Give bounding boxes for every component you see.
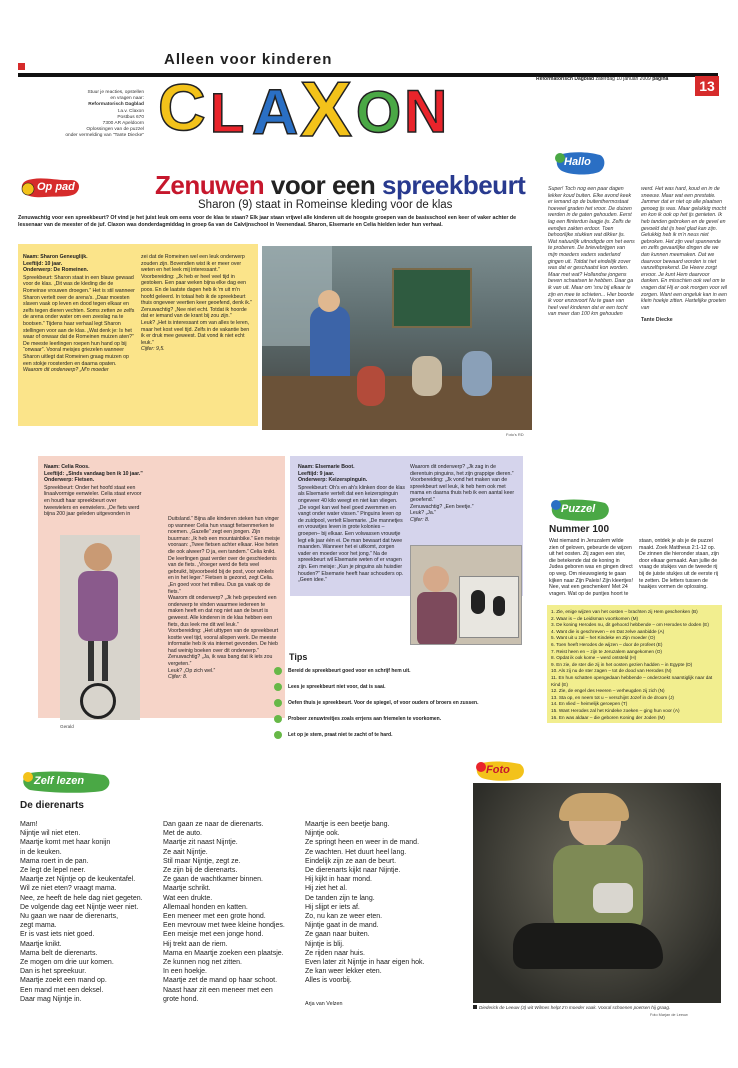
tip-item: Let op je stem, praat niet te zacht of te hard.: [274, 727, 531, 743]
cloth-shape: [593, 883, 633, 913]
story-col-1: Mam! Nijntje wil niet eten. Maartje komt met haar konijn in de keuken. Mama roert in de pan. Ze legt de lepel neer. Maartje zet Nijntje op de keukentafel. Wil ze niet eten? vraagt mama. Nee, ze heeft de hele dag niet gegeten. De volgende dag eet Nijntje weer niet. Nu gaan we naar de dierenarts, zegt mama. Er is vast iets niet goed. Maartje knikt. Mama belt de dierenarts. Ze mogen om drie uur komen. Dan is het spreekuur. Maartje zoekt een mand op. Een mand met een deksel. Daar mag Nijntje in.: [20, 821, 143, 1003]
zelf-lezen-badge: Zelf lezen: [20, 770, 112, 794]
tip-item: Probeer zenuwtreitjes zoals errjens aan friemelen te voorkomen.: [274, 711, 531, 727]
tips-title: Tips: [289, 652, 308, 662]
foto-caption: Diederick de Leeuw (3) wit Wilmes helpt z'n moeder vaak. Vooral schoenen poetsen hij graag.: [473, 1005, 723, 1010]
story-author: Arja van Velzen: [305, 1000, 343, 1007]
tips-list: [274, 663, 531, 743]
tip-item: Oefen thuis je spreekbeurt. Voor de spiegel, of voor ouders of broers en zussen.: [274, 695, 531, 711]
bullet-icon: [274, 731, 282, 739]
celia-col-2: Duitsland.” Bijna alle kinderen steken hun vinger op wanneer Celia hun vraagt fietsenmerken te noemen. „Gazelle” zegt een jongen. Zijn buurman: „Ik heb een mountainbike.” Een meisje vooraan: „Twee fietsen achter elkaar. Hoe heten die ook alweer? O ja, een tandem.” Celia knikt. De leerlingen gaat verder over de geschiedenis van de fiets. „Vroeger werd de fiets veel gebruikt, bijvoorbeeld bij de post, voor winkels en in het leger.” Fietsen is gezond, zegt Celia. „En goed voor het milieu. Dus ga vaak op de fiets.” Waarom dit onderwerp? „Jk heb gepeuterd een onderwerp te vinden waarmee iedereen te maken heeft en dat nog niet aan de beurt is geweest. Alle kinderen in de klas hebben een fiets, dus leek me dit wel leuk.” Voorbereiding: „Het uittypen van de spreekbeurt kostte veel tijd, vooral allopen werk. De meeste informatie heb ik via internet gevonden. De hieb had weinig boeken over dit onderwerp.” Zenuwachtig? „Ja, ik was bang dat ik iets zou vergeten.” Leuk? „Op zich wel.” Cijfer: 8.: [168, 516, 280, 681]
photo-credit: Foto's RD: [506, 432, 524, 437]
svg-text:A: A: [252, 76, 299, 140]
svg-text:C: C: [158, 70, 206, 140]
article-title: Zenuwen voor een spreekbeurt: [155, 170, 526, 200]
issue-date: zaterdag 10 januari 2009: [595, 76, 651, 82]
poster-shape: [459, 576, 519, 638]
article-subtitle: Sharon (9) staat in Romeinse kleding voor de klas: [198, 199, 453, 211]
tip-item: Bereid de spreekbeurt goed voor en schrijf hem uit.: [274, 663, 531, 679]
foto-badge: Foto: [474, 760, 526, 782]
header-tagline: Alleen voor kinderen: [164, 51, 333, 68]
caption-square-icon: [473, 1005, 477, 1009]
elsemarie-col-1: Naam: Elsemarie Boot. Leeftijd: 9 jaar. Onderwerp: Keizerspinguin. Spreekbeurt: Oh's en ah's klinken door de klas als Elsemarie vertelt dat een keizerspinguin ongeveer 40 kilo weegt en niet kan vliegen. „De vogel kan wel heel goed zwemmen en vangt onder water vissen.” Pinguins leven op de zuidpool, vertelt Elsemarie. „De mannetjes en vrouwtjes leven in grote kolonies –groepen– bij elkaar. Een volwassen vrouwtje legt elk jaar één ei. De man bewaart dat twee maanden. Wanneer het ei uitkomt, zorgen vader en moeder voor het jong.” Na de spreekbeurt wil Elsemarie weten of er vragen zijn. Een meisje: „Kun je pinguins als huisdier houden?” Elsemarie heeft haar schouders op. „Geen idee.”: [298, 464, 405, 584]
op-pad-badge: Op pad: [19, 177, 81, 199]
puzzel-badge: Puzzel: [549, 498, 611, 522]
page-label: pagina: [652, 76, 669, 82]
foto-photo: [473, 783, 721, 1003]
puzzle-list: 1. Zie, enige wijzen van het oosten – brachten zij Hem geschenken (B) 2. Waar is – de Leidsman voortkomen (M) 3. De koning Herodes nu, dit gehoord hebbende – om Herodes te doden (E) 4. Want die is geschreven – en Dat zelve aanbidde (A) 5. Want uit u zal – het Kindeke en Zijn moeder (O) 6. Toen heeft Herodes de wijzen – door de profeet (E) 7. Reist heen en – zijn te Jeruzalem aangekomen (O) 8. Opdat ik ook kome – werd ontsteld (H) 9. En zie, de ster die zij in het oosten gezien hadden – in Egypte (D) 10. Als zij nu de ster zagen – tot de dood van Herodes (N) 11. En hun schatten opengedaan hebbende – onderzoekt naarstiglijk naar dat Kind (E) 12. Zie, de engel des Heeren – verheugden zij zich (N) 13. Sta op, en neem tot u – verschijnt Jozef in de droom (J) 14. En vlied – heimelijk geroepen (T) 15. Want Herodes zal het Kindeke zoeken – ging hun voor (A) 16. En was aldaar – die geboren Koning der Joden (M): [547, 605, 722, 723]
hallo-signature: Tante Diecke: [641, 317, 673, 324]
sharon-col-1: Naam: Sharon Geneuglijk. Leeftijd: 10 jaar. Onderwerp: De Romeinen. Spreekbeurt: Sharon staat in een blauw gewaad voor de klas. „Dit was de kleding die de Romeinse vrouwen droegen.” Het is stil wanneer Sharon vertelt over de arena's. „Daar moesten slaven vaak op leven en dood tegen elkaar en zelfs tegen dieren vechten. Soms zetten ze zelfs de arena onder water om een zeeslag na te bootsen.” Tijdens haar verhaal legt Sharon stellingen voor aan de klas. „Wat denk je: Is het waar of onwaar dat de Romeinen muizen aten?” De meeste leerlingen roepen hun hand op bij “onwaar”. Vooral meisjes griezelen wanneer Sharon uitlegt dat Romeinen graag muizen op een stokje roosterden en daarna opaten. Waarom dit onderwerp? „M'n moeder: [23, 254, 135, 374]
foto-credit: Foto Marjan de Leeuw: [650, 1013, 688, 1017]
sharon-col-2: zei dat de Romeinen wel een leuk onderwerp zouden zijn. Bovendien wist ik er meer over weten en het leek mij interessant.” Voorbereiding: „Jk heb er heel veel tijd in gestoken. Een paar weken bijna elke dag een poos. En de laatste dagen heb ik 'm uit m'n hoofd geleerd. In totaal heb ik de spreekbeurt thuis ongeveer veertien keer geoefend, denk ik.” Zenuwachtig? „Nee niet echt. Totdat ik hoorde dat er iemand van de krant bij zou zijn.” Leuk? „Het is interessant om van alles te leren, maar het kost veel tijd. Zelfs in de vakantie ben ik er druk mee geweest. Dat vond ik niet echt leuk.” Cijfer: 9,5.: [141, 254, 253, 353]
header-red-square: [18, 63, 25, 70]
celia-photo: [60, 535, 140, 720]
celia-photo-credit: Gerald: [60, 724, 74, 729]
svg-text:X: X: [300, 65, 353, 140]
svg-text:N: N: [404, 78, 448, 140]
celia-col-1: Naam: Celia Roos. Leeftijd: „Sinds vandaag ben ik 10 jaar.” Onderwerp: Fietsen. Spreekbeurt: Onder het hoofd staat een linaalvormige eenwieler. Celia staat ervoor en houdt haar spreekbeurt over tweewielers en eenwielers. „De fiets werd bijna 200 jaar geleden uitgevonden in: [44, 464, 143, 518]
story-title: De dierenarts: [20, 800, 84, 811]
classroom-photo: [262, 246, 532, 430]
bullet-icon: [274, 683, 282, 691]
story-col-2: Dan gaan ze naar de dierenarts. Met de auto. Maartje zit naast Nijntje. Ze aait Nijntje. Stil maar Nijntje, zegt ze. Ze zijn bij de dierenarts. Ze gaan de wachtkamer binnen. Maartje schrikt. Wat een drukte. Allemaal honden en katten. Een meneer met een grote hond. Een mevrouw met twee kleine hondjes. Een meisje met een jonge hond. Hij trekt aan de riem. Mama en Maartje zoeken een plaatsje. Ze kunnen nog net zitten. In een hoekje. Maartje zet de mand op haar schoot. Naast haar zit een meneer met een grote hond.: [163, 821, 285, 1003]
newspaper-name: Reformatorisch Dagblad: [536, 76, 595, 82]
blackboard-shape: [392, 268, 472, 328]
svg-text:L: L: [210, 81, 245, 140]
bullet-icon: [274, 667, 282, 675]
elsemarie-photo: [410, 545, 522, 645]
shoe-shape: [513, 923, 663, 969]
article-intro: Zenuwachtig voor een spreekbeurt? Of vind je het juist leuk om eens voor de klas te staan? Elk jaar staan vrijwel alle kinderen uit de hoogste groepen van de basisschool een keer of vaker achter de lessenaar van de meester of de juf. Claxon was donderdagmiddag in groep 6a van de Calvijnschool in Veenendaal. Sharon, Elsemarie en Celia hielden ieder hun verhaal.: [18, 215, 517, 228]
elsemarie-col-2: Waarom dit onderwerp? „Jk zag in de dierentuin pinguins, het zijn grappige dieren.” Voorbereiding: „Jk vond het maken van de spreekbeurt wel leuk, ik heb hem ook met mama en daarna thuis heb ik een aantal keer geoefend.” Zenuwachtig? „Een beetje.” Leuk? „Ja.” Cijfer: 8.: [410, 464, 515, 523]
hallo-text: Super! Toch nog een paar dagen lekker koud buiten. Elke avond keek er iemand op de buitenthermostaat hoeveel graden het vroor. De duizen werden in de gaten gehouden. Eerst lag een flinterdun laagje ijs. Zelfs de eendjes zakten erdoor. Toen behoorlijke stukken wat dikker ijs. Wat natuurlijk uitnodigde om het eens te proberen. De brievebrijgen van mijn moeders vaders vaderland gingen uit. Totdat het eindelijk zover was dat er geschaatst kon worden. Maar met wat? Hollandse jongens beven schaatsen te hebben. Daar ga ik van uit. Maar om 'snu bij elkaar te zijn en mee te schieten... Hier boorde ik voor enzovoort Nu te gaan van heel veel kinderen dat er een tocht van meer dan 100 km gehouden werd. Het was hard, koud en in de sneeuw. Maar wat een prestatie. Jammer dat er niet op alle plaatsen genoeg ijs was. Maar gelukkig mocht en kon ik ook op het ijs genieten. Ik heb tanden gebroken en de gevel en gevoeld dat ijs heel glad kan zijn. Gelukkig heb ik m'n neus niet gebroken. Het zijn veel spannende en zelfs gevaarlijke dingen die we dan kunnen meemaken. Dat we daarvoor bewaard worden is niet vanzelfsprekend. De Heere zorgt ervoor. Je kunt Hem daarvoor danken. En misschien ook wel om te vragen dat Hij er ook morgen voor wil zorgen. Want een ongeluk kan in een klein hoekje zitten. Hartelijke groeten van Tante Diecke: [548, 186, 727, 324]
hallo-badge: Hallo: [554, 150, 606, 176]
svg-text:O: O: [356, 80, 402, 140]
story-col-3: Maartje is een beetje bang. Nijntje ook. Ze springt heen en weer in de mand. Ze wachten. Het duurt heel lang. Eindelijk zijn ze aan de beurt. De dierenarts kijkt naar Nijntje. Hij kijkt in haar mond. Hij ziet het al. De tanden zijn te lang. Hij slijpt er iets af. Zo, nu kan ze weer eten. Nijntje gaat in de mand. Ze gaan naar buiten. Nijntje is blij. Ze rijden naar huis. Even later zit Nijntje in haar eigen hok. Ze kan weer lekker eten. Alles is voorbij. Arja van Velzen: [305, 820, 465, 1009]
sharon-box: [18, 244, 258, 426]
tip-item: Lees je spreekbeurt niet voor, dat is saai.: [274, 679, 531, 695]
bullet-icon: [274, 715, 282, 723]
puzzle-intro: Wat niemand in Jeruzalem wilde zien of geloven, gebeurde de wijzen uit het oosten. Zij zagen een ster, die betekende dat de koning in Judea geboren was en gingen direct op weg. Om nieuwsgierig te gaan kijken naar Zijn Paleis! Zijn kleertjes! Nee, wat een geschenken! Met 24 vragen. Wat op de puntjes hoort te staan, ontdek je als je de puzzel maakt. Zoek Mattheus 2:1-12 op. De zinnen die hieronder staan, zijn door elkaar gemaakt. Aan jullie de vraag de stukjes van de tweede rij bij de juiste stukjes uit de eerste rij te zetten. De letters tussen de haakjes vormen de oplossing.: [549, 538, 719, 597]
header-dateline: [536, 76, 668, 83]
claxon-logo: [152, 62, 472, 140]
address-block: Stuur je reacties, opstellen en vragen naar: Reformatorisch Dagblad t.a.v. Claxon Postbus 670 7300 AR Apeldoorn Oplossingen van de puzzel onder vermelding van "Tante Diecke": [65, 90, 144, 139]
bullet-icon: [274, 699, 282, 707]
puzzle-title: Nummer 100: [549, 524, 610, 535]
page-number: 13: [695, 76, 719, 96]
unicycle-wheel: [80, 683, 116, 719]
